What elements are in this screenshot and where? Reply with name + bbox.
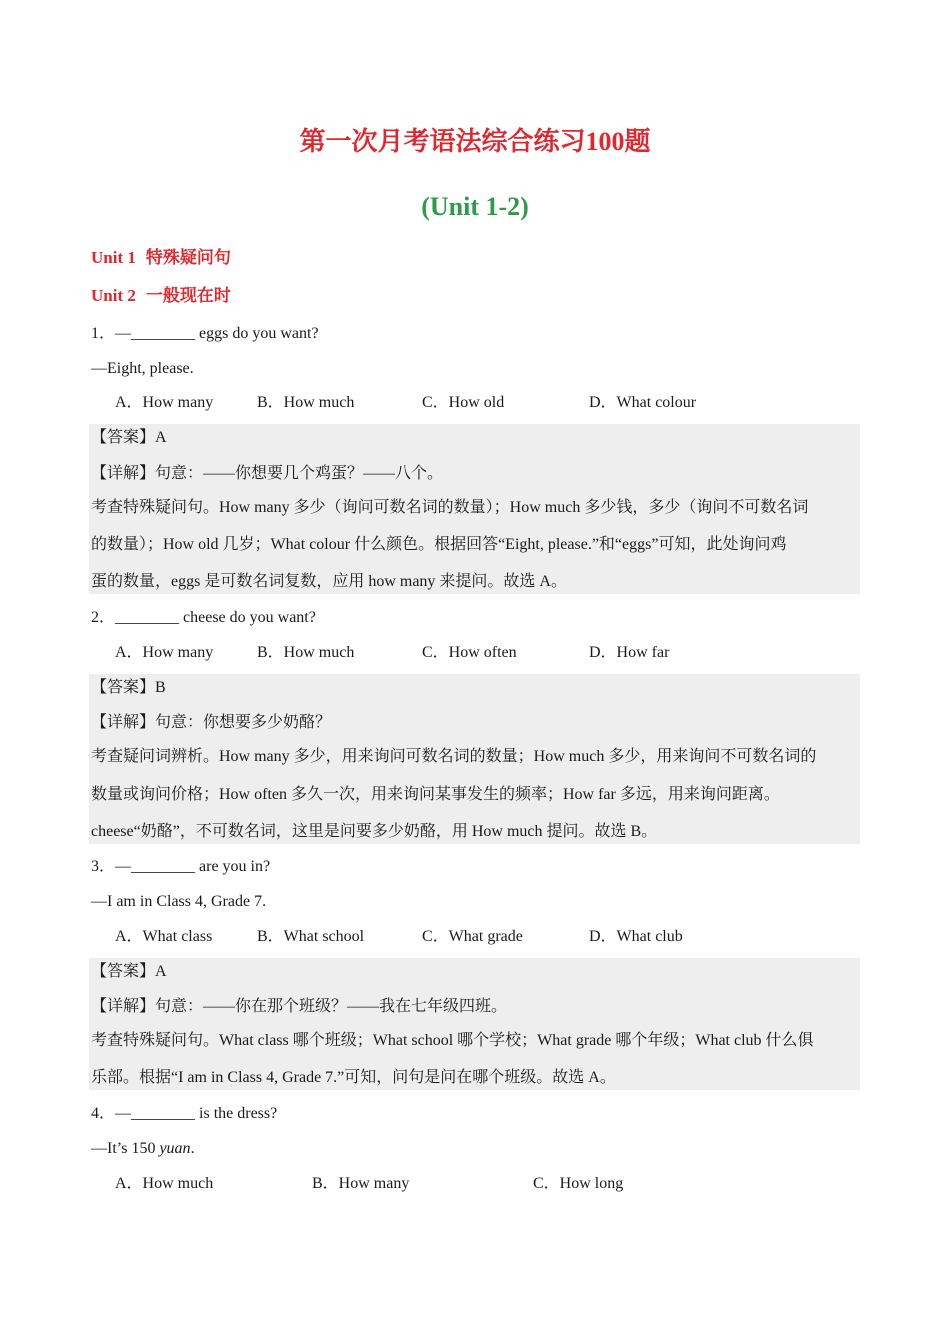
question-line: ________ cheese do you want? bbox=[115, 609, 316, 626]
question-stem bbox=[91, 1103, 277, 1125]
question-reply: —I am in Class 4, Grade 7. bbox=[91, 893, 267, 910]
answer-box bbox=[89, 424, 860, 594]
answer-label: 【答案】B bbox=[91, 679, 166, 696]
answer-box bbox=[89, 958, 860, 1090]
detail-line: 的数量）；How old 几岁；What colour 什么颜色。根据回答“Eight, please.”和“eggs”可知，此处询问鸡 bbox=[91, 536, 787, 553]
question-stem bbox=[91, 607, 316, 629]
page-title: 第一次月考语法综合练习100题 bbox=[299, 127, 651, 156]
question-stem bbox=[91, 856, 270, 878]
option-c: C．What grade bbox=[422, 928, 523, 945]
option-b: B．How many bbox=[312, 1175, 410, 1192]
option-d: D．What colour bbox=[589, 394, 697, 411]
question-line: —________ are you in? bbox=[115, 858, 271, 875]
question-line: —________ is the dress? bbox=[115, 1105, 278, 1122]
reply-italic: yuan bbox=[159, 1140, 191, 1157]
option-c: C．How long bbox=[533, 1175, 624, 1192]
detail-line: 考查特殊疑问句。How many 多少（询问可数名词的数量）；How much 多少钱，多少（询问不可数名词 bbox=[91, 499, 809, 516]
detail-line: cheese“奶酪”，不可数名词，这里是问要多少奶酪，用 How much 提问。故选 B。 bbox=[91, 823, 658, 840]
option-c: C．How often bbox=[422, 644, 517, 661]
detail-line: 【详解】句意：——你想要几个鸡蛋？——八个。 bbox=[91, 465, 444, 482]
unit-heading bbox=[91, 284, 231, 308]
question-number: 2． bbox=[91, 609, 116, 626]
option-c: C．How old bbox=[422, 394, 505, 411]
option-a: A．How much bbox=[115, 1175, 214, 1192]
question-number: 1． bbox=[91, 325, 116, 342]
question-number: 4． bbox=[91, 1105, 116, 1122]
option-d: D．What club bbox=[589, 928, 683, 945]
reply-end: . bbox=[190, 1140, 195, 1157]
option-a: A．What class bbox=[115, 928, 213, 945]
answer-box bbox=[89, 674, 860, 844]
question-reply: —Eight, please. bbox=[91, 360, 194, 377]
question-line: —________ eggs do you want? bbox=[115, 325, 319, 342]
unit-topic: 一般现在时 bbox=[145, 286, 231, 305]
unit-label: Unit 1 bbox=[91, 248, 136, 267]
page-subtitle: (Unit 1-2) bbox=[421, 192, 529, 221]
option-a: A．How many bbox=[115, 394, 214, 411]
detail-line: 乐部。根据“I am in Class 4, Grade 7.”可知，问句是问在哪个班级。故选 A。 bbox=[91, 1069, 616, 1086]
answer-label: 【答案】A bbox=[91, 429, 167, 446]
answer-label: 【答案】A bbox=[91, 963, 167, 980]
detail-line: 【详解】句意：——你在那个班级？——我在七年级四班。 bbox=[91, 998, 508, 1015]
detail-line: 考查疑问词辨析。How many 多少，用来询问可数名词的数量；How much 多少，用来询问不可数名词的 bbox=[91, 748, 817, 765]
question-reply bbox=[91, 1138, 195, 1160]
unit-heading bbox=[91, 246, 231, 270]
detail-line: 【详解】句意：你想要多少奶酪？ bbox=[91, 714, 332, 731]
question-number: 3． bbox=[91, 858, 116, 875]
option-b: B．How much bbox=[257, 644, 355, 661]
unit-topic: 特殊疑问句 bbox=[145, 248, 231, 267]
reply-text: —It’s 150 bbox=[91, 1140, 160, 1157]
unit-label: Unit 2 bbox=[91, 286, 136, 305]
option-b: B．How much bbox=[257, 394, 355, 411]
option-b: B．What school bbox=[257, 928, 365, 945]
option-d: D．How far bbox=[589, 644, 670, 661]
detail-line: 考查特殊疑问句。What class 哪个班级；What school 哪个学校；What grade 哪个年级；What club 什么俱 bbox=[91, 1032, 814, 1049]
detail-line: 数量或询问价格；How often 多久一次，用来询问某事发生的频率；How far 多远，用来询问距离。 bbox=[91, 786, 780, 803]
question-stem bbox=[91, 323, 319, 345]
option-a: A．How many bbox=[115, 644, 214, 661]
detail-line: 蛋的数量，eggs 是可数名词复数，应用 how many 来提问。故选 A。 bbox=[91, 573, 567, 590]
